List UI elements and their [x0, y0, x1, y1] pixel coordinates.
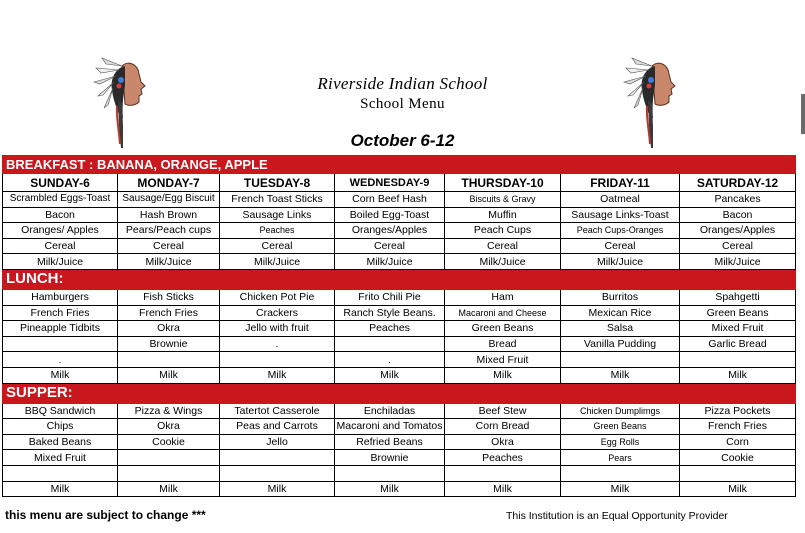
menu-item: Bacon — [3, 207, 118, 223]
lunch-row — [3, 321, 796, 337]
menu-item: Jello — [220, 434, 335, 450]
menu-item: Cereal — [118, 238, 220, 254]
menu-item: Ranch Style Beans. — [335, 305, 445, 321]
menu-item: Pears/Peach cups — [118, 223, 220, 239]
menu-item: Cookie — [118, 434, 220, 450]
day-header: SATURDAY-12 — [680, 174, 796, 192]
supper-row — [3, 481, 796, 497]
menu-item: Pineapple Tidbits — [3, 321, 118, 337]
menu-item: Cereal — [335, 238, 445, 254]
menu-item — [118, 450, 220, 466]
menu-item: Frito Chili Pie — [335, 289, 445, 305]
menu-item: Milk/Juice — [220, 254, 335, 270]
menu-item: Muffin — [445, 207, 561, 223]
menu-item: Milk/Juice — [445, 254, 561, 270]
lunch-row — [3, 352, 796, 368]
menu-item — [335, 465, 445, 481]
menu-item: Beef Stew — [445, 403, 561, 419]
menu-item: Hash Brown — [118, 207, 220, 223]
menu-item: Enchiladas — [335, 403, 445, 419]
menu-item: Pizza & Wings — [118, 403, 220, 419]
menu-item: French Fries — [3, 305, 118, 321]
menu-item: Macaroni and Tomatos — [336, 420, 443, 433]
menu-header — [0, 0, 805, 152]
menu-item — [680, 352, 796, 368]
menu-item: Scrambled Eggs-Toast — [3, 192, 118, 208]
supper-label: SUPPER: — [3, 383, 796, 403]
supper-row — [3, 465, 796, 481]
menu-item — [680, 465, 796, 481]
menu-item: Oatmeal — [561, 192, 680, 208]
menu-item: Milk/Juice — [680, 254, 796, 270]
menu-item: Mixed Fruit — [680, 321, 796, 337]
menu-item: Milk — [680, 481, 796, 497]
day-header: MONDAY-7 — [118, 174, 220, 192]
menu-item: Okra — [118, 419, 220, 435]
menu-item: Corn Bread — [445, 419, 561, 435]
menu-item: Peach Cups — [445, 223, 561, 239]
supper-row — [3, 450, 796, 466]
menu-item: Milk — [3, 481, 118, 497]
menu-item: Burritos — [561, 289, 680, 305]
menu-item: Baked Beans — [3, 434, 118, 450]
menu-item: . — [3, 352, 118, 368]
menu-item: Peaches — [445, 450, 561, 466]
menu-item: Sausage Links-Toast — [561, 207, 680, 223]
menu-item: Bread — [445, 336, 561, 352]
lunch-row — [3, 289, 796, 305]
menu-item: Peaches — [220, 223, 335, 239]
scrollbar-edge[interactable] — [801, 94, 805, 134]
menu-item: Peaches — [335, 321, 445, 337]
menu-item: Crackers — [220, 305, 335, 321]
day-header: SUNDAY-6 — [3, 174, 118, 192]
menu-item: Milk — [220, 367, 335, 383]
menu-item: Ham — [445, 289, 561, 305]
menu-item: Milk/Juice — [561, 254, 680, 270]
menu-item: Oranges/ Apples — [3, 223, 118, 239]
menu-item: Cereal — [220, 238, 335, 254]
lunch-label: LUNCH: — [3, 269, 796, 289]
breakfast-row — [3, 192, 796, 208]
school-name: Riverside Indian School — [317, 74, 488, 93]
breakfast-row — [3, 207, 796, 223]
menu-item: Okra — [445, 434, 561, 450]
menu-item: Vanilla Pudding — [561, 336, 680, 352]
menu-item: Cereal — [3, 238, 118, 254]
menu-item — [561, 352, 680, 368]
lunch-section — [3, 269, 796, 289]
menu-item: Oranges/Apples — [680, 223, 796, 239]
menu-item — [118, 352, 220, 368]
day-header: TUESDAY-8 — [220, 174, 335, 192]
menu-item: Peas and Carrots — [220, 419, 335, 435]
menu-item: Peach Cups-Oranges — [561, 223, 680, 239]
supper-section — [3, 383, 796, 403]
menu-item: Cereal — [680, 238, 796, 254]
menu-item — [220, 465, 335, 481]
menu-item: Green Beans — [445, 321, 561, 337]
menu-item: Boiled Egg-Toast — [335, 207, 445, 223]
menu-item: Biscuits & Gravy — [445, 192, 561, 208]
menu-item: Bacon — [680, 207, 796, 223]
menu-item: Milk — [118, 367, 220, 383]
menu-title: School Menu — [360, 96, 445, 112]
menu-item — [445, 465, 561, 481]
menu-item — [118, 465, 220, 481]
footer-equal-opportunity: This Institution is an Equal Opportunity Provider — [506, 510, 728, 522]
footer-disclaimer: this menu are subject to change *** — [5, 508, 206, 522]
menu-item: Green Beans — [680, 305, 796, 321]
menu-item: Sausage/Egg Biscuit — [118, 192, 220, 208]
supper-row — [3, 434, 796, 450]
breakfast-row — [3, 254, 796, 270]
menu-item: Macaroni and Cheese — [445, 305, 561, 321]
menu-item: Pancakes — [680, 192, 796, 208]
day-header: THURSDAY-10 — [445, 174, 561, 192]
menu-item: BBQ Sandwich — [3, 403, 118, 419]
menu-item: Okra — [118, 321, 220, 337]
menu-item: Brownie — [118, 336, 220, 352]
supper-row — [3, 419, 796, 435]
menu-item — [3, 465, 118, 481]
menu-item: Milk/Juice — [3, 254, 118, 270]
menu-item — [3, 336, 118, 352]
menu-item: Milk — [220, 481, 335, 497]
menu-item: Tatertot Casserole — [220, 403, 335, 419]
menu-item: Mixed Fruit — [445, 352, 561, 368]
menu-item — [561, 465, 680, 481]
menu-item: Fish Sticks — [118, 289, 220, 305]
menu-item: Cookie — [680, 450, 796, 466]
menu-item: Hamburgers — [3, 289, 118, 305]
menu-table — [2, 155, 796, 497]
menu-item: Mexican Rice — [561, 305, 680, 321]
menu-item: Spahgetti — [680, 289, 796, 305]
menu-item: Chips — [3, 419, 118, 435]
menu-item: Milk — [445, 367, 561, 383]
menu-item: Milk — [680, 367, 796, 383]
day-header: WEDNESDAY-9 — [335, 174, 445, 192]
menu-item: Milk — [335, 481, 445, 497]
menu-item: Egg Rolls — [561, 434, 680, 450]
menu-item: Green Beans — [561, 419, 680, 435]
menu-item: . — [220, 336, 335, 352]
menu-item: Refried Beans — [335, 434, 445, 450]
lunch-row — [3, 305, 796, 321]
menu-item: . — [335, 352, 445, 368]
menu-item — [335, 336, 445, 352]
breakfast-label: BREAKFAST : BANANA, ORANGE, APPLE — [3, 156, 796, 174]
menu-item — [220, 352, 335, 368]
menu-item: Milk — [445, 481, 561, 497]
menu-item: Salsa — [561, 321, 680, 337]
menu-item: Chicken Dumplimgs — [561, 403, 680, 419]
menu-item: Milk — [3, 367, 118, 383]
menu-item: Milk — [561, 367, 680, 383]
menu-item: Jello with fruit — [220, 321, 335, 337]
menu-item: Milk — [335, 367, 445, 383]
date-range: October 6-12 — [350, 131, 455, 150]
menu-item: Corn Beef Hash — [335, 192, 445, 208]
menu-item: French Toast Sticks — [220, 192, 335, 208]
menu-item — [220, 450, 335, 466]
breakfast-section — [3, 156, 796, 174]
supper-row — [3, 403, 796, 419]
menu-item: French Fries — [118, 305, 220, 321]
menu-item: Chicken Pot Pie — [220, 289, 335, 305]
menu-item: Cereal — [561, 238, 680, 254]
breakfast-row — [3, 223, 796, 239]
menu-item: Oranges/Apples — [335, 223, 445, 239]
menu-item: Mixed Fruit — [3, 450, 118, 466]
lunch-row — [3, 367, 796, 383]
menu-item: Sausage Links — [220, 207, 335, 223]
menu-item: French Fries — [680, 419, 796, 435]
menu-item: Cereal — [445, 238, 561, 254]
menu-item: Pizza Pockets — [680, 403, 796, 419]
lunch-row — [3, 336, 796, 352]
day-header-row — [3, 174, 796, 192]
menu-item: Milk/Juice — [335, 254, 445, 270]
menu-item: Corn — [680, 434, 796, 450]
menu-item: Milk/Juice — [118, 254, 220, 270]
menu-item: Pears — [561, 450, 680, 466]
menu-item: Brownie — [335, 450, 445, 466]
day-header: FRIDAY-11 — [561, 174, 680, 192]
menu-item: Garlic Bread — [680, 336, 796, 352]
menu-item: Milk — [118, 481, 220, 497]
menu-item: Milk — [561, 481, 680, 497]
breakfast-row — [3, 238, 796, 254]
